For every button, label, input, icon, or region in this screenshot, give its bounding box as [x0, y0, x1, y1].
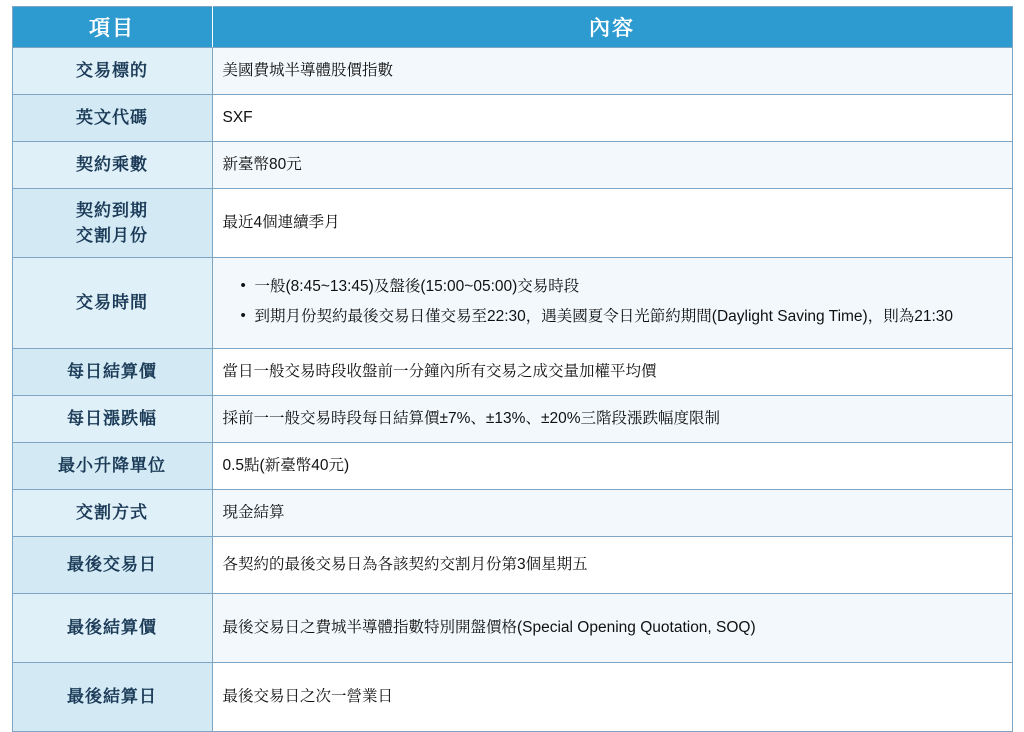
row-label-line1: 契約到期 — [76, 200, 148, 220]
row-label: 交易標的 — [12, 48, 212, 95]
row-value: 採前一一般交易時段每日結算價±7%、±13%、±20%三階段漲跌幅度限制 — [212, 396, 1012, 443]
row-value: SXF — [212, 95, 1012, 142]
table-row — [12, 663, 1012, 732]
table-row — [12, 490, 1012, 537]
header-item: 項目 — [12, 7, 212, 48]
table-row — [12, 142, 1012, 189]
table-head — [12, 7, 1012, 48]
row-label: 每日漲跌幅 — [12, 396, 212, 443]
row-label: 交易時間 — [12, 258, 212, 349]
row-label: 最後交易日 — [12, 537, 212, 594]
table-row — [12, 258, 1012, 349]
row-label: 交割方式 — [12, 490, 212, 537]
table-row — [12, 396, 1012, 443]
row-value: 0.5點(新臺幣40元) — [212, 443, 1012, 490]
row-label — [12, 189, 212, 258]
row-value: 最近4個連續季月 — [212, 189, 1012, 258]
row-label: 最後結算日 — [12, 663, 212, 732]
row-value: 當日一般交易時段收盤前一分鐘內所有交易之成交量加權平均價 — [212, 349, 1012, 396]
row-value: 最後交易日之費城半導體指數特別開盤價格(Special Opening Quotation, SOQ) — [212, 594, 1012, 663]
row-label: 英文代碼 — [12, 95, 212, 142]
row-label-line2: 交割月份 — [76, 226, 148, 245]
row-label: 契約乘數 — [12, 142, 212, 189]
table-row — [12, 349, 1012, 396]
row-value: 最後交易日之次一營業日 — [212, 663, 1012, 732]
row-label: 最後結算價 — [12, 594, 212, 663]
list-item: • 一般(8:45~13:45)及盤後(15:00~05:00)交易時段 — [241, 274, 1002, 300]
table-row — [12, 594, 1012, 663]
list-item: • 到期月份契約最後交易日僅交易至22:30，遇美國夏令日光節約期間(Daylight Saving Time)，則為21:30 — [241, 304, 1002, 330]
bullet-list — [223, 274, 1002, 329]
row-value: 美國費城半導體股價指數 — [212, 48, 1012, 95]
row-label: 最小升降單位 — [12, 443, 212, 490]
row-value: 各契約的最後交易日為各該契約交割月份第3個星期五 — [212, 537, 1012, 594]
table-row — [12, 443, 1012, 490]
row-label: 每日結算價 — [12, 349, 212, 396]
row-value — [212, 258, 1012, 349]
row-value: 新臺幣80元 — [212, 142, 1012, 189]
contract-spec-table — [12, 6, 1013, 732]
table-row — [12, 537, 1012, 594]
row-value: 現金結算 — [212, 490, 1012, 537]
header-content: 內容 — [212, 7, 1012, 48]
table-header-row — [12, 7, 1012, 48]
table-row — [12, 48, 1012, 95]
table-row — [12, 95, 1012, 142]
table-body — [12, 48, 1012, 732]
table-row — [12, 189, 1012, 258]
